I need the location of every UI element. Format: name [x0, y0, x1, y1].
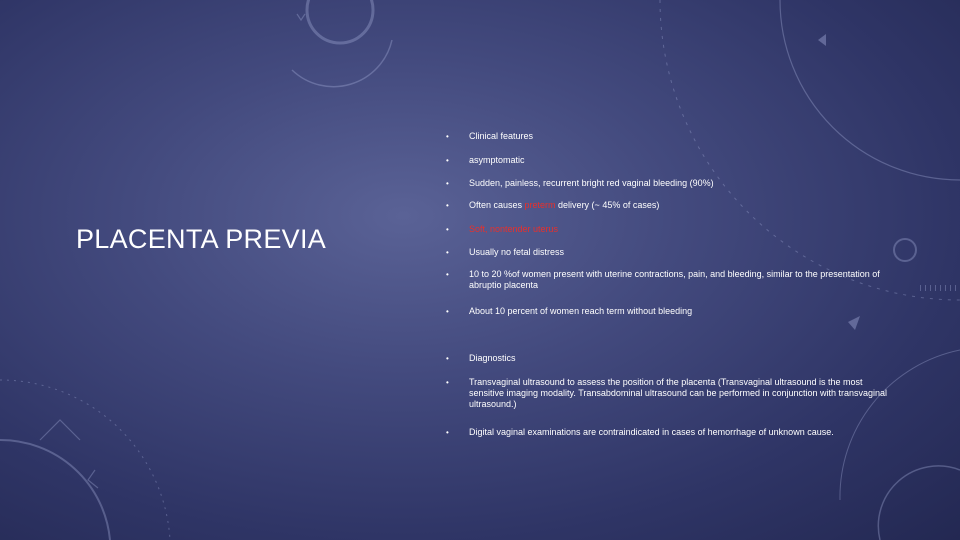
bullet-text: Transvaginal ultrasound to assess the position of the placenta (Transvaginal ultrasound is the most sensitive imaging modality. Transabdominal ultrasound can be performed in conjunction with transvaginal ultrasound.) — [469, 377, 888, 409]
highlighted-word: preterm — [524, 200, 556, 210]
right-lower-arc — [840, 350, 960, 500]
text-segment: Often causes — [469, 200, 525, 210]
bullet-dot: • — [446, 307, 449, 316]
top-arc — [292, 40, 392, 87]
text-segment: delivery (~ 45% of cases) — [555, 200, 660, 210]
top-chevron — [297, 14, 305, 20]
right-small-circle — [894, 239, 916, 261]
top-right-arrowhead — [818, 34, 826, 46]
bullet-dot: • — [446, 201, 449, 210]
bottom-left-arc — [0, 440, 110, 540]
bullet-text: 10 to 20 %of women present with uterine contractions, pain, and bleeding, similar to the presentation of abruptio placenta — [469, 269, 880, 290]
right-arrowhead — [848, 316, 860, 330]
top-circle-outline — [307, 0, 373, 43]
bullet-text: Diagnostics — [469, 353, 516, 363]
bottom-right-arc — [878, 466, 960, 540]
bullet-text-highlighted: Soft, nontender uterus — [469, 224, 559, 234]
left-diamond-shape — [40, 420, 80, 440]
bullet-dot: • — [446, 132, 449, 141]
bullet-dot: • — [446, 225, 449, 234]
top-right-dial-inner-arc — [780, 0, 960, 180]
bullet-dot: • — [446, 428, 449, 437]
bullet-text-mixed — [469, 200, 891, 211]
bullet-text: Sudden, painless, recurrent bright red vaginal bleeding (90%) — [469, 178, 714, 188]
bullet-dot: • — [446, 270, 449, 279]
bottom-left-outer-arc — [0, 380, 170, 540]
bullet-text: Digital vaginal examinations are contraindicated in cases of hemorrhage of unknown cause. — [469, 427, 834, 437]
bullet-dot: • — [446, 156, 449, 165]
bullet-text: asymptomatic — [469, 155, 525, 165]
bullet-dot: • — [446, 248, 449, 257]
bullet-dot: • — [446, 354, 449, 363]
bullet-dot: • — [446, 378, 449, 387]
left-small-chevron — [88, 470, 98, 488]
bullet-dot: • — [446, 179, 449, 188]
slide-title: PLACENTA PREVIA — [76, 224, 327, 254]
bullet-text: Clinical features — [469, 131, 534, 141]
bullet-text: Usually no fetal distress — [469, 247, 565, 257]
bullet-text: About 10 percent of women reach term without bleeding — [469, 306, 693, 316]
